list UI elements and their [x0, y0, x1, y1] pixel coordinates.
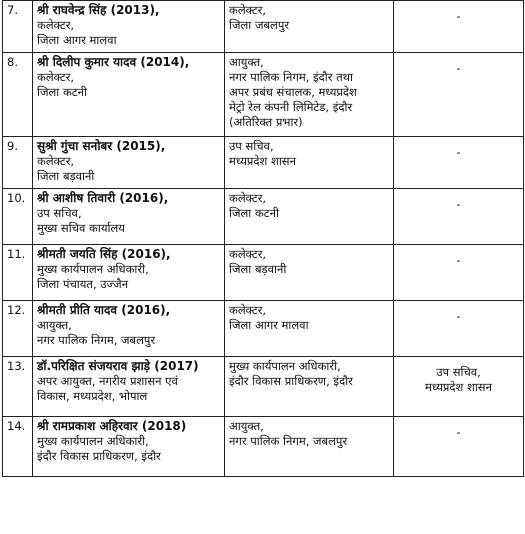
officer-cell [33, 357, 225, 417]
additional-charge-line: - [456, 61, 461, 75]
officer-cell [33, 1, 225, 53]
current-post-line: आयुक्त, [37, 318, 72, 332]
new-posting-cell [225, 189, 394, 245]
serial-number: 13. [3, 357, 33, 417]
new-posting-line: जिला बड़वानी [229, 262, 287, 276]
table-row [3, 53, 524, 137]
new-posting-cell [225, 417, 394, 477]
officer-name: श्रीमती जयति सिंह (2016), [37, 247, 171, 261]
table-row [3, 301, 524, 357]
new-posting-cell [225, 301, 394, 357]
serial-number: 7. [3, 1, 33, 53]
current-post-line: अपर आयुक्त, नगरीय प्रशासन एवं [37, 374, 178, 388]
new-posting-line: जिला आगर मालवा [229, 318, 309, 332]
officer-cell [33, 137, 225, 189]
new-posting-line: अपर प्रबंध संचालक, मध्यप्रदेश [229, 85, 357, 99]
new-posting-line: नगर पालिक निगम, जबलपुर [229, 434, 348, 448]
serial-number: 11. [3, 245, 33, 301]
new-posting-line: मध्यप्रदेश शासन [229, 154, 296, 168]
additional-charge-line: - [456, 425, 461, 439]
serial-number: 8. [3, 53, 33, 137]
table-row [3, 357, 524, 417]
current-post-line: कलेक्टर, [37, 70, 75, 84]
table-row [3, 417, 524, 477]
current-post-line: मुख्य कार्यपालन अधिकारी, [37, 434, 149, 448]
current-post-line: मुख्य कार्यपालन अधिकारी, [37, 262, 149, 276]
additional-charge-cell [394, 245, 524, 301]
additional-charge-cell [394, 137, 524, 189]
current-post-line: विकास, मध्यप्रदेश, भोपाल [37, 389, 148, 403]
additional-charge-line: - [456, 197, 461, 211]
additional-charge-line: - [456, 9, 461, 23]
posting-table-body [3, 1, 524, 477]
new-posting-cell [225, 1, 394, 53]
current-post-line: कलेक्टर, [37, 154, 75, 168]
serial-number: 12. [3, 301, 33, 357]
current-post-line: इंदौर विकास प्राधिकरण, इंदौर [37, 449, 161, 463]
current-post-line: उप सचिव, [37, 206, 82, 220]
new-posting-line: कलेक्टर, [229, 247, 267, 261]
new-posting-line: नगर पालिक निगम, इंदौर तथा [229, 70, 353, 84]
officer-cell [33, 189, 225, 245]
posting-table [2, 0, 524, 477]
officer-name: श्री रामप्रकाश अहिरवार (2018) [37, 419, 187, 433]
new-posting-cell [225, 137, 394, 189]
new-posting-cell [225, 53, 394, 137]
new-posting-line: इंदौर विकास प्राधिकरण, इंदौर [229, 374, 353, 388]
serial-number: 9. [3, 137, 33, 189]
serial-number: 14. [3, 417, 33, 477]
current-post-line: जिला पंचायत, उज्जैन [37, 277, 129, 291]
additional-charge-cell [394, 189, 524, 245]
additional-charge-cell [394, 53, 524, 137]
new-posting-line: मुख्य कार्यपालन अधिकारी, [229, 359, 341, 373]
officer-name: श्री राघवेन्द्र सिंह (2013), [37, 3, 160, 17]
officer-name: श्री दिलीप कुमार यादव (2014), [37, 55, 190, 69]
current-post-line: जिला कटनी [37, 85, 87, 99]
serial-number: 10. [3, 189, 33, 245]
current-post-line: जिला बड़वानी [37, 169, 95, 183]
officer-cell [33, 53, 225, 137]
additional-charge-cell [394, 417, 524, 477]
additional-charge-line: - [456, 309, 461, 323]
new-posting-line: कलेक्टर, [229, 303, 267, 317]
table-row [3, 1, 524, 53]
additional-charge-cell [394, 301, 524, 357]
current-post-line: कलेक्टर, [37, 18, 75, 32]
new-posting-line: आयुक्त, [229, 55, 264, 69]
new-posting-line: जिला जबलपुर [229, 18, 290, 32]
new-posting-line: कलेक्टर, [229, 191, 267, 205]
officer-name: श्री आशीष तिवारी (2016), [37, 191, 169, 205]
officer-cell [33, 301, 225, 357]
additional-charge-line: उप सचिव, [436, 365, 481, 379]
officer-name: डॉ.परिक्षित संजयराव झाड़े (2017) [37, 359, 199, 373]
current-post-line: नगर पालिक निगम, जबलपुर [37, 333, 156, 347]
new-posting-line: कलेक्टर, [229, 3, 267, 17]
officer-cell [33, 417, 225, 477]
new-posting-line: आयुक्त, [229, 419, 264, 433]
new-posting-cell [225, 357, 394, 417]
current-post-line: मुख्य सचिव कार्यालय [37, 221, 125, 235]
table-row [3, 189, 524, 245]
table-row [3, 137, 524, 189]
additional-charge-line: मध्यप्रदेश शासन [425, 380, 492, 394]
table-row [3, 245, 524, 301]
new-posting-line: मेट्रो रेल कंपनी लिमिटेड, इंदौर [229, 100, 353, 114]
officer-name: श्रीमती प्रीति यादव (2016), [37, 303, 171, 317]
officer-name: सुश्री गुंचा सनोबर (2015), [37, 139, 166, 153]
officer-cell [33, 245, 225, 301]
additional-charge-cell [394, 1, 524, 53]
new-posting-cell [225, 245, 394, 301]
new-posting-line: उप सचिव, [229, 139, 274, 153]
additional-charge-line: - [456, 253, 461, 267]
additional-charge-line: - [456, 145, 461, 159]
new-posting-line: जिला कटनी [229, 206, 279, 220]
additional-charge-cell [394, 357, 524, 417]
new-posting-line: (अतिरिक्त प्रभार) [229, 115, 303, 129]
current-post-line: जिला आगर मालवा [37, 33, 117, 47]
